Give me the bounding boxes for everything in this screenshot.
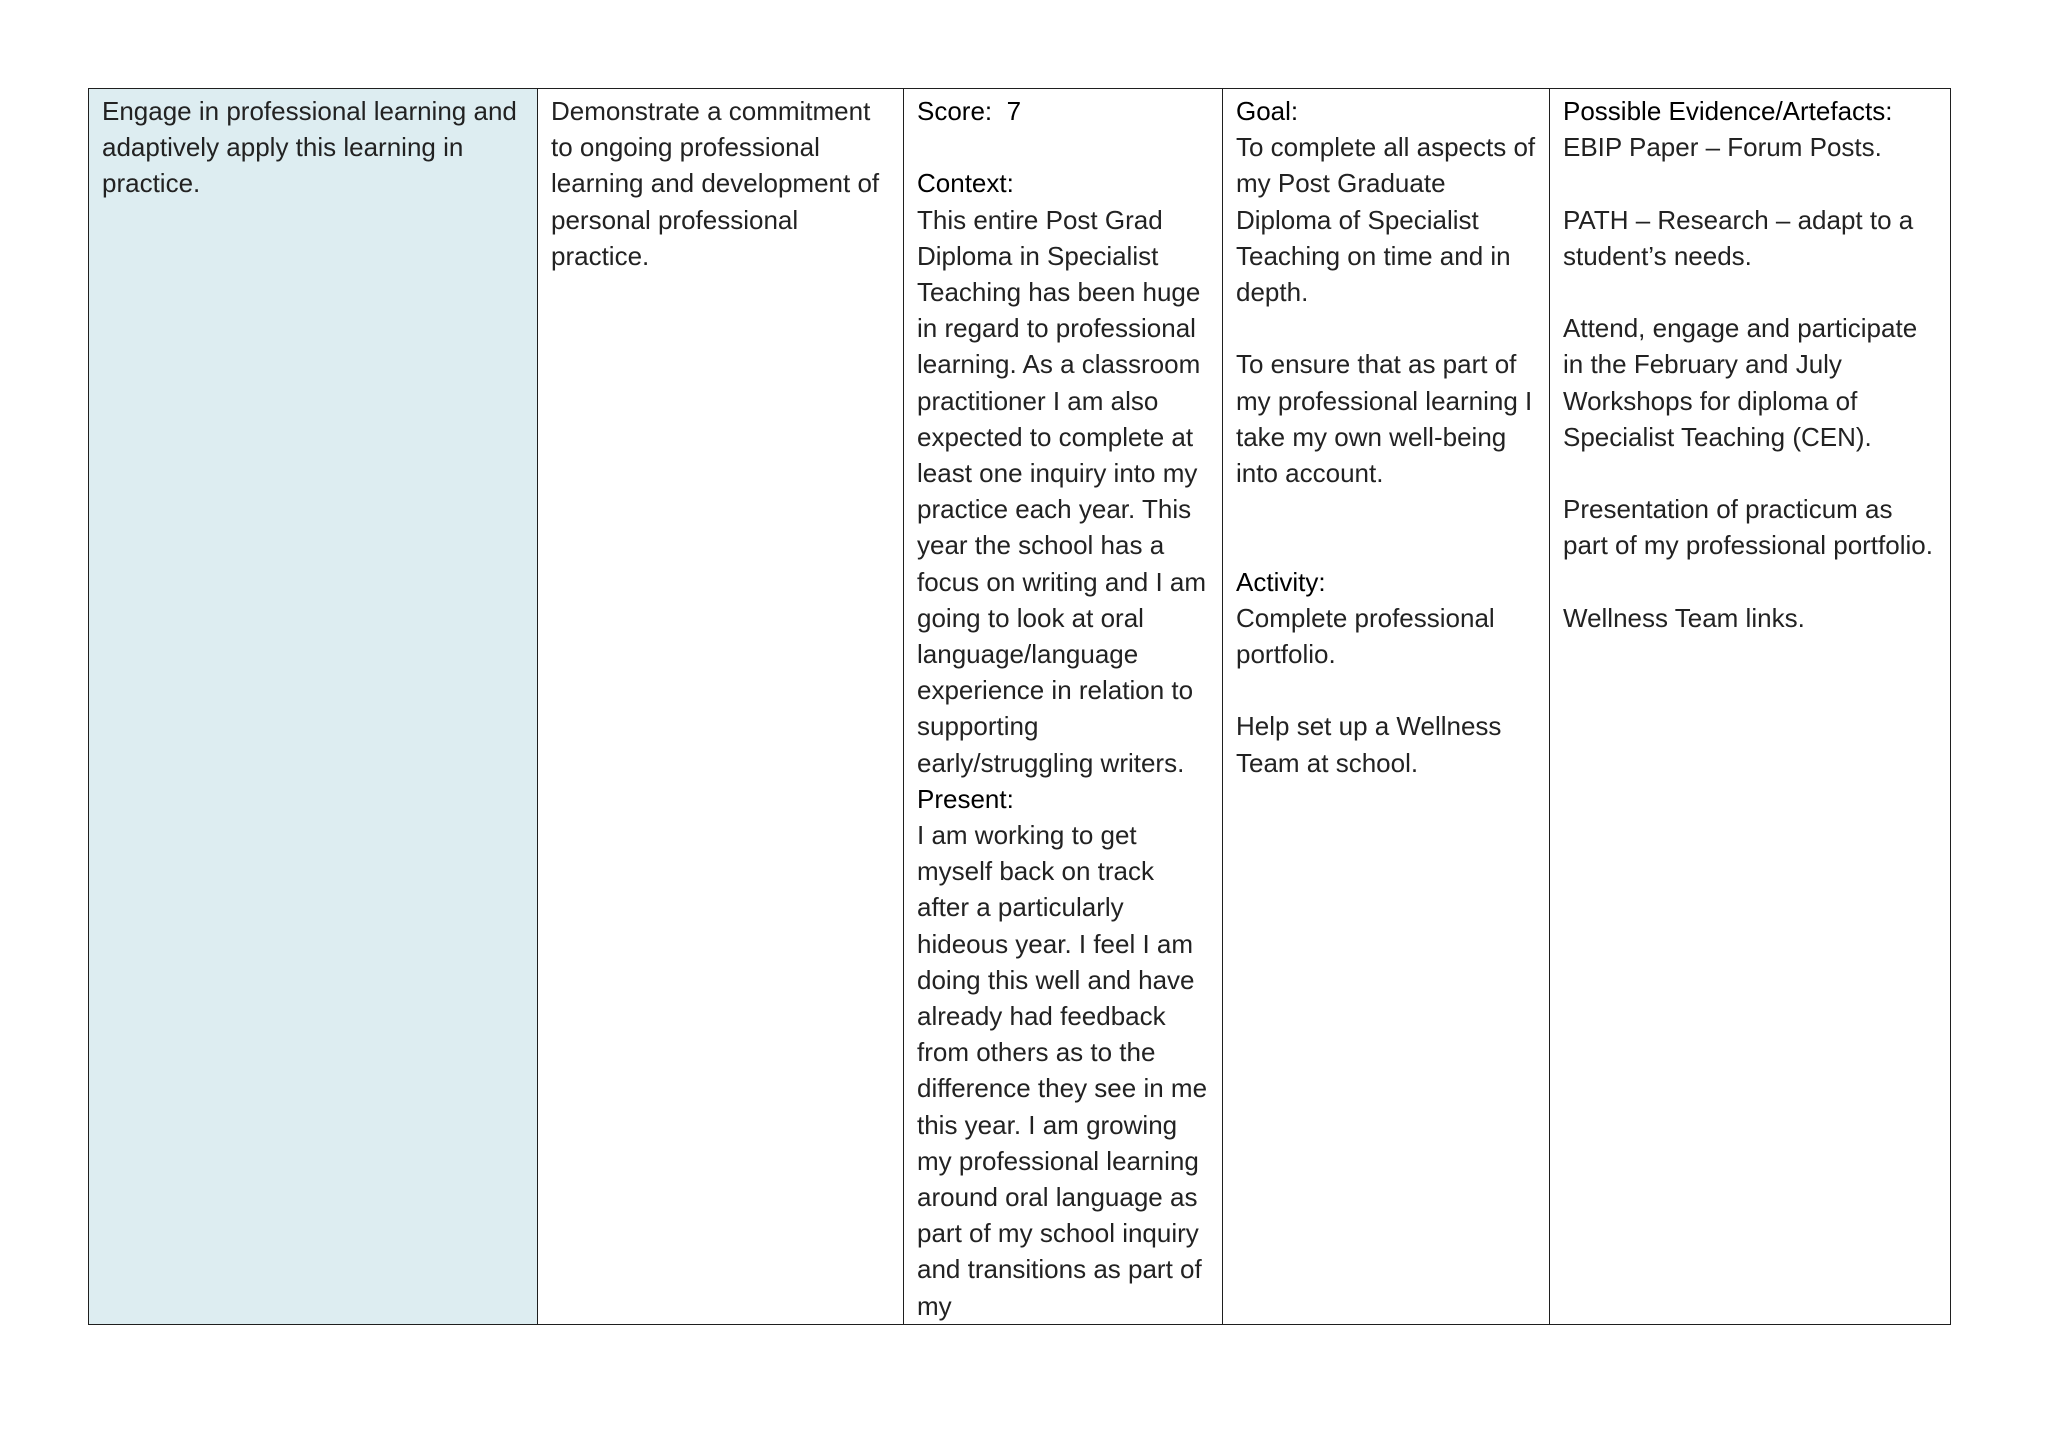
spacer (917, 129, 1209, 165)
spacer (1563, 564, 1937, 600)
present-text: I am working to get myself back on track after a particularly hideous year. I feel I am doing this well and have already had feedback from others as to the difference they see in me this year. I am growing my professional learning around oral language as part of my school inquiry and transitions as part of my (917, 820, 1215, 1321)
spacer (1563, 274, 1937, 310)
evidence-item: Wellness Team links. (1563, 602, 1805, 633)
evidence-item: Presentation of practicum as part of my professional portfolio. (1563, 494, 1933, 561)
activity-heading: Activity: (1236, 566, 1326, 597)
goal-item: To complete all aspects of my Post Graduate Diploma of Specialist Teaching on time and in depth. (1236, 132, 1543, 308)
score-value: 7 (1006, 96, 1022, 126)
score-line (917, 93, 1209, 129)
present-heading: Present: (917, 783, 1014, 814)
evidence-item: PATH – Research – adapt to a student’s needs. (1563, 204, 1921, 271)
reflection-cell (904, 89, 1223, 1325)
standard-text: Engage in professional learning and adaptively apply this learning in practice. (102, 96, 525, 199)
spacer (1236, 672, 1536, 708)
elaboration-text: Demonstrate a commitment to ongoing professional learning and development of personal professional practice. (551, 96, 887, 271)
spacer (1563, 455, 1937, 491)
activity-item: Complete professional portfolio. (1236, 602, 1502, 670)
context-text: This entire Post Grad Diploma in Specialist Teaching has been huge in regard to professional learning. As a classroom practitioner I am also expected to complete at least one inquiry into my practice each year. This year the school has a focus on writing and I am going to look at oral language/language experience in relation to supporting early/struggling writers. (917, 204, 1214, 778)
goal-cell (1223, 89, 1550, 1325)
spacer (1563, 165, 1937, 201)
goal-item: To ensure that as part of my professional learning I take my own well-being into account. (1236, 349, 1540, 489)
context-heading: Context: (917, 168, 1014, 199)
goal-heading: Goal: (1236, 96, 1299, 126)
standards-table (88, 88, 1951, 1325)
evidence-heading: Possible Evidence/Artefacts: (1563, 96, 1893, 126)
activity-item: Help set up a Wellness Team at school. (1236, 711, 1509, 778)
evidence-cell (1550, 89, 1951, 1325)
spacer (1236, 491, 1536, 563)
table-row (89, 89, 1951, 1325)
spacer (1236, 310, 1536, 346)
elaboration-cell (538, 89, 904, 1325)
evidence-item: Attend, engage and participate in the February and July Workshops for diploma of Specialist Teaching (CEN). (1563, 313, 1925, 452)
score-label: Score: (917, 96, 993, 126)
standard-cell (89, 89, 538, 1325)
evidence-item: EBIP Paper – Forum Posts. (1563, 132, 1882, 163)
